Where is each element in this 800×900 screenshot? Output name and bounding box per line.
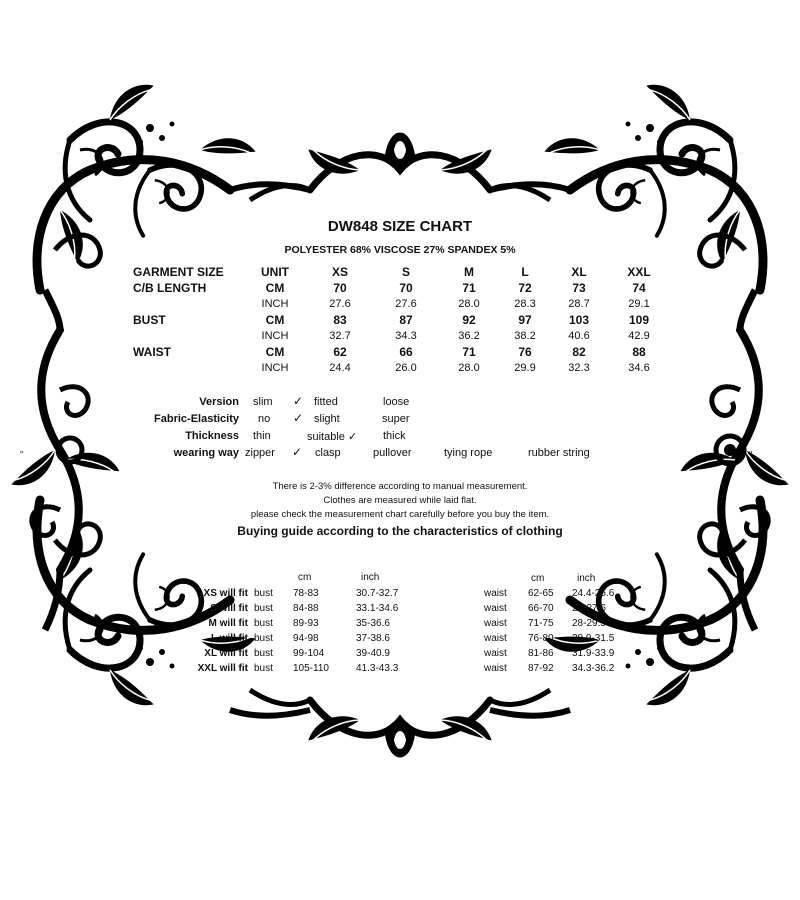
fit-bust-cm: 99-104 [293,648,325,659]
row-unit: CM [265,345,285,359]
fit-waist-cm: 81-86 [528,648,554,659]
fit-bust-cm: 105-110 [293,663,329,674]
fabric-composition: POLYESTER 68% VISCOSE 27% SPANDEX 5% [284,244,516,256]
thickness-option-suitable: suitable ✓ [307,431,358,443]
buying-guide-title: Buying guide according to the characteristics of clothing [237,524,563,538]
elasticity-check-icon: ✓ [293,411,304,425]
elasticity-option-no: no [258,413,271,425]
table-cell: 109 [628,313,650,327]
fit-bust-inch: 41.3-43.3 [356,663,399,674]
fit-bust-cm: 84-88 [293,603,319,614]
fit-waist-inch: 28-29.5 [572,618,606,629]
fit-label-s: S will fit [210,603,248,614]
table-cell: 88 [632,345,646,359]
fit-bust-word: bust [254,603,273,614]
fit-waist-word: waist [484,603,507,614]
fit-waist-cm: 66-70 [528,603,554,614]
table-cell: 36.2 [458,330,480,342]
fit-bust-cm: 78-83 [293,588,319,599]
table-cell: 71 [462,281,476,295]
fit-waist-cm: 62-65 [528,588,554,599]
table-cell: 74 [632,281,646,295]
fit-bust-word: bust [254,633,273,644]
table-cell: 34.3 [395,330,417,342]
table-cell: 72 [518,281,532,295]
waist-inch-header: inch [577,573,596,584]
thickness-label: Thickness [185,430,239,442]
table-cell: 66 [399,345,413,359]
fit-bust-cm: 89-93 [293,618,319,629]
fit-bust-word: bust [254,618,273,629]
table-cell: 87 [399,313,413,327]
table-cell: 28.7 [568,298,590,310]
version-label: Version [199,396,239,408]
fit-waist-word: waist [484,663,507,674]
frame-bottom-center-ornament [250,690,550,758]
row-unit: CM [265,313,285,327]
version-option-loose: loose [383,396,410,408]
bust-inch-header: inch [361,572,380,583]
fit-waist-word: waist [484,633,507,644]
table-cell: 26.0 [395,362,417,374]
table-cell: 29.9 [514,362,536,374]
table-cell: 27.6 [329,298,351,310]
fit-bust-cm: 94-98 [293,633,319,644]
fit-bust-inch: 35-36.6 [356,618,390,629]
wearing-option-pullover: pullover [373,447,412,459]
size-header-s: S [401,265,410,279]
table-cell: 71 [462,345,476,359]
row-unit: INCH [261,330,289,342]
row-label-cb-length: C/B LENGTH [133,281,207,295]
fit-waist-word: waist [484,618,507,629]
fit-label-xs: XS will fit [203,588,248,599]
fit-bust-inch: 33.1-34.6 [356,603,399,614]
fit-waist-word: waist [484,648,507,659]
chart-title: DW848 SIZE CHART [327,218,473,235]
wearing-option-zipper: zipper [245,447,275,459]
frame-corner-top-left [37,78,257,290]
unit-header: UNIT [261,265,289,279]
table-cell: 83 [333,313,347,327]
table-cell: 29.1 [628,298,650,310]
fit-waist-word: waist [484,588,507,599]
table-cell: 40.6 [568,330,590,342]
fit-bust-inch: 39-40.9 [356,648,390,659]
left-quote-mark: " [20,450,24,461]
table-cell: 32.3 [568,362,590,374]
row-unit: INCH [261,298,289,310]
row-label-bust: BUST [133,313,166,327]
size-header-m: M [464,265,474,279]
table-cell: 97 [518,313,532,327]
note-check-chart: please check the measurement chart carefully before you buy the item. [250,509,550,520]
table-cell: 103 [568,313,590,327]
fit-waist-cm: 87-92 [528,663,554,674]
size-header-xl: XL [571,265,587,279]
wearing-way-label: wearing way [173,447,239,459]
frame-corner-top-right [543,78,763,290]
table-cell: 27.6 [395,298,417,310]
table-cell: 42.9 [628,330,650,342]
frame-top-center-ornament [250,133,550,201]
fit-waist-inch: 26-27.6 [572,603,606,614]
table-cell: 38.2 [514,330,536,342]
table-cell: 62 [333,345,347,359]
size-header-xs: XS [331,265,348,279]
wearing-check-icon: ✓ [292,445,303,459]
table-cell: 28.3 [514,298,536,310]
fit-label-xl: XL will fit [204,648,248,659]
table-cell: 70 [399,281,413,295]
elasticity-option-slight: slight [314,413,340,425]
fit-label-m: M will fit [208,618,248,629]
thickness-option-thin: thin [253,430,271,442]
fit-waist-inch: 29.9-31.5 [572,633,615,644]
table-cell: 24.4 [329,362,351,374]
garment-size-header: GARMENT SIZE [133,265,224,279]
fit-bust-inch: 37-38.6 [356,633,390,644]
table-cell: 32.7 [329,330,351,342]
version-option-fitted: fitted [314,396,338,408]
fit-waist-inch: 24.4-25.6 [572,588,615,599]
table-cell: 70 [333,281,347,295]
elasticity-label: Fabric-Elasticity [154,413,239,425]
version-check-icon: ✓ [293,394,304,408]
table-cell: 76 [518,345,532,359]
wearing-option-tying-rope: tying rope [444,447,493,459]
fit-waist-cm: 76-80 [528,633,554,644]
fit-waist-inch: 34.3-36.2 [572,663,615,674]
fit-label-xxl: XXL will fit [197,663,248,674]
size-header-l: L [521,265,529,279]
size-header-xxl: XXL [627,265,651,279]
table-cell: 82 [572,345,586,359]
elasticity-option-super: super [382,413,410,425]
note-laid-flat: Clothes are measured while laid flat. [323,495,477,506]
wearing-option-rubber-string: rubber string [528,447,590,459]
table-cell: 28.0 [458,362,480,374]
fit-bust-word: bust [254,663,273,674]
thickness-option-thick: thick [383,430,406,442]
waist-cm-header: cm [531,573,545,584]
fit-label-l: L will fit [210,633,248,644]
table-cell: 34.6 [628,362,650,374]
table-cell: 92 [462,313,476,327]
note-difference: There is 2-3% difference according to manual measurement. [272,481,528,492]
version-option-slim: slim [253,396,273,408]
bust-cm-header: cm [298,572,312,583]
row-unit: INCH [261,362,289,374]
wearing-option-clasp: clasp [315,447,341,459]
row-unit: CM [265,281,285,295]
row-label-waist: WAIST [133,345,171,359]
fit-bust-word: bust [254,648,273,659]
fit-bust-inch: 30.7-32.7 [356,588,399,599]
fit-waist-inch: 31.9-33.9 [572,648,615,659]
right-quote-mark: " [749,450,753,461]
table-cell: 28.0 [458,298,480,310]
fit-waist-cm: 71-75 [528,618,554,629]
fit-bust-word: bust [254,588,273,599]
table-cell: 73 [572,281,586,295]
